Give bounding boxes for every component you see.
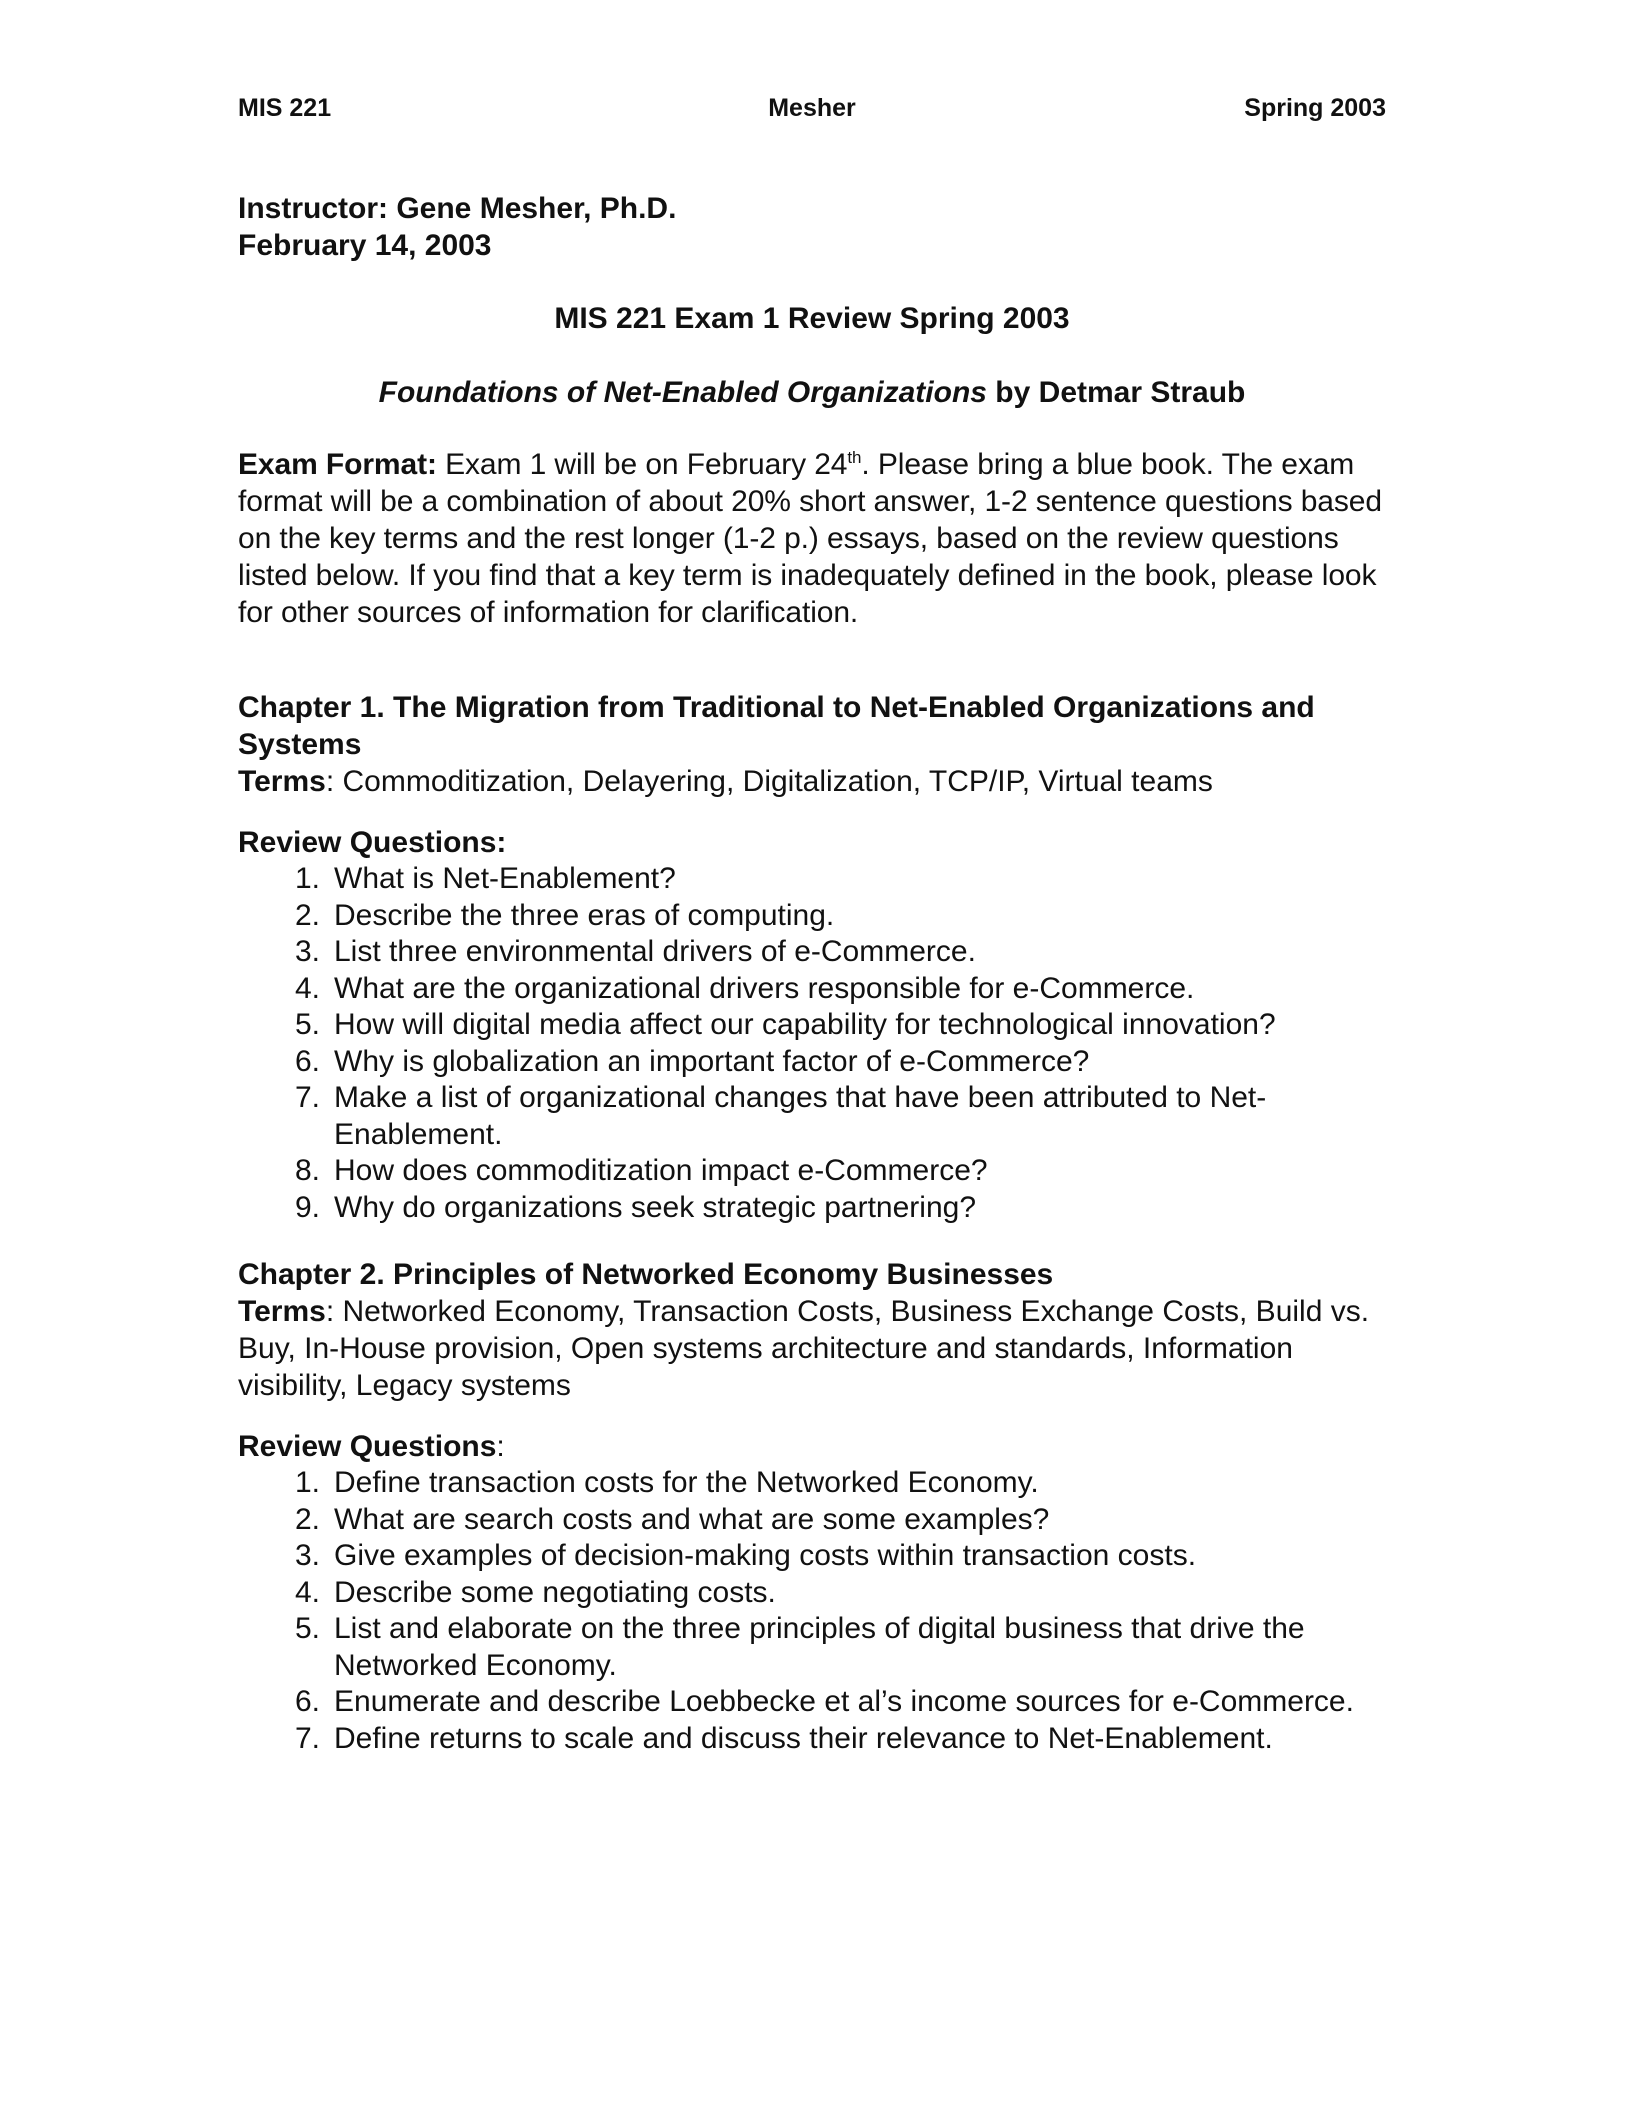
question-number: 3. — [294, 1539, 320, 1572]
review-questions-colon: : — [496, 1430, 505, 1463]
review-question-item — [286, 1684, 1386, 1721]
question-number: 8. — [294, 1154, 320, 1187]
review-question-item — [286, 861, 1386, 898]
review-question-item — [286, 1044, 1386, 1081]
instructor-line: Instructor: Gene Mesher, Ph.D. — [238, 192, 677, 225]
question-number: 4. — [294, 971, 320, 1005]
question-number: 1. — [294, 1466, 320, 1499]
question-number: 5. — [294, 1008, 320, 1041]
exam-format-text-b: . Please bring a blue book. The exam format will be a combination of about 20% short answer, 1-2 sentence questions based on the key terms and the rest longer (1-2 p.) essays, based on the review questions listed below. If you find that a key term is inadequately defined in the book, please look for other sources of information for clarification. — [238, 448, 1382, 629]
question-number: 3. — [294, 935, 320, 968]
question-text: Enumerate and describe Loebbecke et al’s income sources for e-Commerce. — [334, 1685, 1354, 1718]
header-course: MIS 221 — [238, 94, 332, 122]
review-questions-colon: : — [496, 826, 507, 859]
chapter-section — [238, 689, 1386, 1226]
question-number: 6. — [294, 1044, 320, 1078]
review-question-item — [286, 971, 1386, 1008]
review-question-item — [286, 1502, 1386, 1539]
review-questions-label: Review Questions — [238, 826, 497, 859]
question-text: Describe some negotiating costs. — [334, 1575, 776, 1609]
terms-label: Terms — [238, 1295, 326, 1328]
review-questions-list — [238, 861, 1386, 1226]
exam-format-paragraph — [238, 446, 1386, 631]
review-question-item — [286, 898, 1386, 935]
review-questions-list — [238, 1465, 1386, 1757]
terms-label: Terms — [238, 765, 326, 798]
question-number: 5. — [294, 1612, 320, 1645]
review-question-item — [286, 1465, 1386, 1502]
review-question-item — [286, 1575, 1386, 1612]
review-question-item — [286, 1190, 1386, 1227]
document-page — [238, 94, 1386, 1757]
question-text: Why is globalization an important factor of e-Commerce? — [334, 1044, 1090, 1078]
review-questions-heading — [238, 1428, 1386, 1465]
review-question-item — [286, 1007, 1386, 1044]
book-title: Foundations of Net-Enabled Organizations — [378, 376, 987, 409]
review-questions-label: Review Questions — [238, 1430, 497, 1463]
running-header — [238, 94, 1386, 124]
date-line: February 14, 2003 — [238, 229, 492, 262]
question-number: 2. — [294, 898, 320, 932]
question-text: How does commoditization impact e-Commerce? — [334, 1154, 988, 1187]
exam-format-label: Exam Format: — [238, 448, 437, 481]
question-text: List and elaborate on the three principles of digital business that drive the Networked Economy. — [334, 1612, 1305, 1682]
question-text: Give examples of decision-making costs within transaction costs. — [334, 1539, 1197, 1572]
question-text: Define transaction costs for the Networked Economy. — [334, 1466, 1039, 1499]
question-text: What are the organizational drivers responsible for e-Commerce. — [334, 971, 1195, 1005]
review-question-item — [286, 1538, 1386, 1575]
question-number: 2. — [294, 1502, 320, 1536]
chapter-section — [238, 1256, 1386, 1757]
review-question-item — [286, 934, 1386, 971]
question-number: 4. — [294, 1575, 320, 1609]
question-text: Define returns to scale and discuss their relevance to Net-Enablement. — [334, 1721, 1273, 1755]
header-instructor: Mesher — [768, 94, 856, 122]
terms-list: : Networked Economy, Transaction Costs, Business Exchange Costs, Build vs. Buy, In-House provision, Open systems architecture and standards, Information visibility, Legacy systems — [238, 1295, 1370, 1402]
book-line — [238, 374, 1386, 411]
question-text: List three environmental drivers of e-Commerce. — [334, 935, 976, 968]
chapter-terms — [238, 763, 1386, 800]
chapter-title: Chapter 2. Principles of Networked Economy Businesses — [238, 1258, 1054, 1291]
terms-list: : Commoditization, Delayering, Digitalization, TCP/IP, Virtual teams — [325, 765, 1213, 798]
question-text: What is Net-Enablement? — [334, 862, 676, 895]
header-term: Spring 2003 — [1244, 94, 1386, 122]
review-question-item — [286, 1721, 1386, 1758]
question-number: 9. — [294, 1190, 320, 1224]
review-question-item — [286, 1080, 1386, 1153]
question-text: How will digital media affect our capability for technological innovation? — [334, 1008, 1276, 1041]
question-number: 1. — [294, 862, 320, 895]
question-text: What are search costs and what are some examples? — [334, 1502, 1050, 1536]
question-number: 7. — [294, 1081, 320, 1114]
review-question-item — [286, 1153, 1386, 1190]
review-question-item — [286, 1611, 1386, 1684]
review-questions-heading — [238, 824, 1386, 861]
question-text: Make a list of organizational changes that have been attributed to Net-Enablement. — [334, 1081, 1267, 1151]
book-author: by Detmar Straub — [986, 376, 1246, 409]
chapter-title: Chapter 1. The Migration from Traditional to Net-Enabled Organizations and Systems — [238, 691, 1315, 761]
question-number: 6. — [294, 1685, 320, 1718]
exam-format-text-a: Exam 1 will be on February 24 — [436, 448, 848, 481]
question-number: 7. — [294, 1721, 320, 1755]
question-text: Describe the three eras of computing. — [334, 898, 835, 932]
question-text: Why do organizations seek strategic partnering? — [334, 1190, 977, 1224]
document-title: MIS 221 Exam 1 Review Spring 2003 — [554, 302, 1070, 335]
instructor-block — [238, 190, 1386, 264]
exam-format-sup: th — [847, 448, 862, 467]
chapter-terms — [238, 1293, 1386, 1404]
